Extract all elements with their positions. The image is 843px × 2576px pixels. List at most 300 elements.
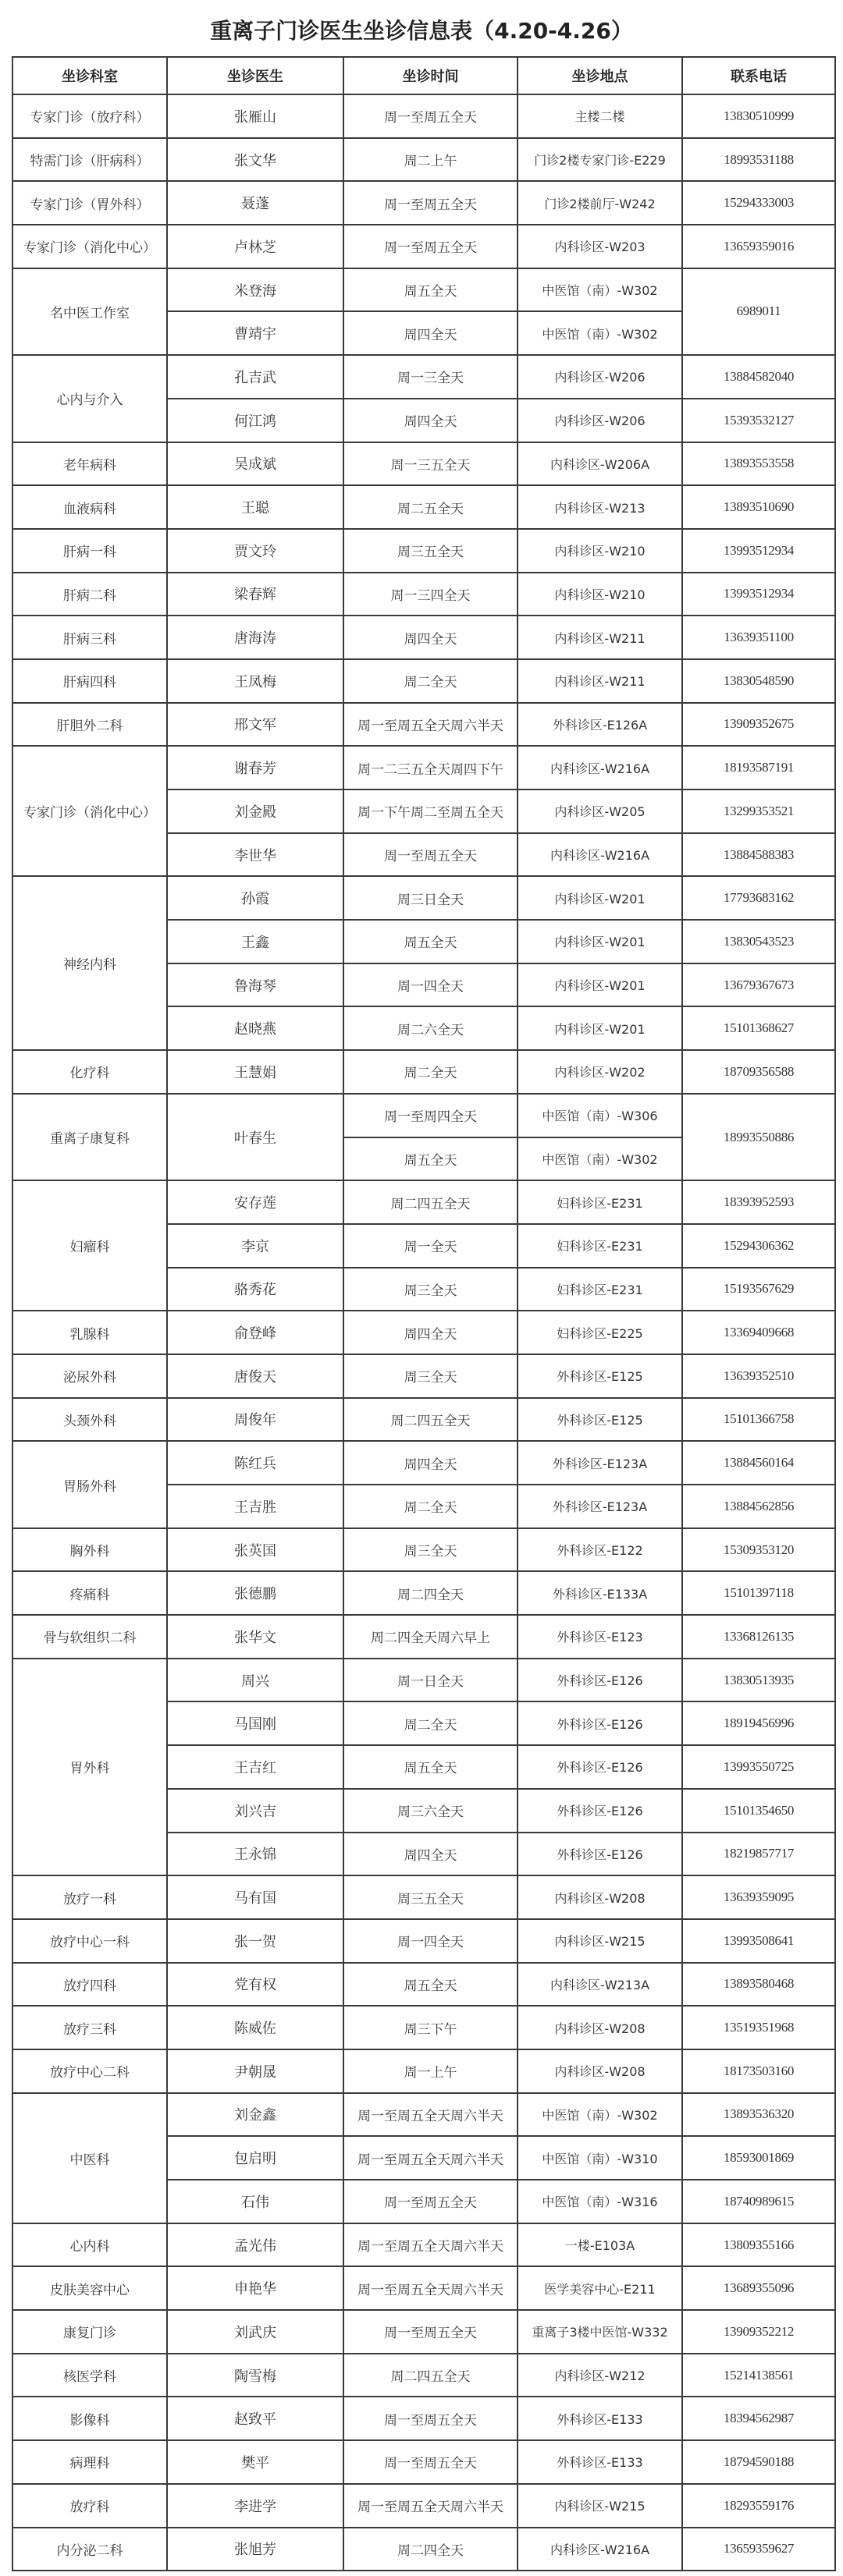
- location-cell: 内科诊区-W202: [518, 1050, 682, 1094]
- table-row: [12, 268, 835, 312]
- location-cell: 内科诊区-W208: [518, 1875, 682, 1919]
- time-cell: 周二四五全天: [343, 1398, 518, 1442]
- doctor-cell: 聂蓬: [167, 181, 343, 225]
- phone-cell: 18709356588: [682, 1050, 835, 1094]
- phone-cell: 13830543523: [682, 920, 835, 963]
- table-row: [12, 1441, 835, 1485]
- doctor-cell: 刘金鑫: [167, 2093, 343, 2137]
- phone-cell: 15101368627: [682, 1006, 835, 1050]
- location-cell: 内科诊区-W203: [518, 225, 682, 268]
- doctor-cell: 张英国: [167, 1528, 343, 1572]
- phone-cell: 13299353521: [682, 789, 835, 833]
- location-cell: 外科诊区-E126A: [518, 703, 682, 747]
- location-cell: 医学美容中心-E211: [518, 2266, 682, 2310]
- phone-cell: 6989011: [682, 268, 835, 355]
- department-cell: 专家门诊（消化中心）: [12, 225, 167, 268]
- phone-cell: 15101354650: [682, 1789, 835, 1833]
- department-cell: 泌尿外科: [12, 1354, 167, 1398]
- time-cell: 周一至周五全天: [343, 833, 518, 877]
- doctor-cell: 申艳华: [167, 2266, 343, 2310]
- table-row: [12, 485, 835, 529]
- doctor-cell: 唐俊天: [167, 1354, 343, 1398]
- time-cell: 周二四全天: [343, 2528, 518, 2571]
- location-cell: 内科诊区-W216A: [518, 2528, 682, 2571]
- department-cell: 乳腺科: [12, 1311, 167, 1354]
- doctor-cell: 陈威佐: [167, 2006, 343, 2049]
- time-cell: 周一至周五全天: [343, 2180, 518, 2223]
- phone-cell: 13679367673: [682, 963, 835, 1007]
- location-cell: 外科诊区-E133A: [518, 1571, 682, 1615]
- doctor-cell: 孙霞: [167, 876, 343, 920]
- doctor-cell: 樊平: [167, 2440, 343, 2484]
- location-cell: 内科诊区-W206A: [518, 442, 682, 486]
- location-cell: 外科诊区-E126: [518, 1833, 682, 1876]
- doctor-cell: 包启明: [167, 2136, 343, 2180]
- phone-cell: 18394562987: [682, 2397, 835, 2440]
- time-cell: 周三全天: [343, 1354, 518, 1398]
- department-cell: 专家门诊（消化中心）: [12, 746, 167, 876]
- doctor-cell: 张华文: [167, 1615, 343, 1659]
- location-cell: 中医馆（南）-W306: [518, 1094, 682, 1137]
- phone-cell: 13893536320: [682, 2093, 835, 2137]
- department-cell: 神经内科: [12, 876, 167, 1050]
- phone-cell: 13689355096: [682, 2266, 835, 2310]
- doctor-cell: 邢文军: [167, 703, 343, 747]
- department-cell: 康复门诊: [12, 2310, 167, 2354]
- table-row: [12, 703, 835, 747]
- time-cell: 周三五全天: [343, 529, 518, 573]
- location-cell: 外科诊区-E125: [518, 1398, 682, 1442]
- location-cell: 中医馆（南）-W302: [518, 2093, 682, 2137]
- department-cell: 骨与软组织二科: [12, 1615, 167, 1659]
- doctor-cell: 刘武庆: [167, 2310, 343, 2354]
- location-cell: 外科诊区-E133: [518, 2397, 682, 2440]
- doctor-cell: 何江鸿: [167, 399, 343, 442]
- phone-cell: 13884560164: [682, 1441, 835, 1485]
- time-cell: 周三全天: [343, 1528, 518, 1572]
- time-cell: 周一至周五全天: [343, 2310, 518, 2354]
- time-cell: 周一全天: [343, 1224, 518, 1268]
- phone-cell: 13893553558: [682, 442, 835, 486]
- time-cell: 周一至周五全天: [343, 2440, 518, 2484]
- phone-cell: 13830510999: [682, 94, 835, 138]
- department-cell: 老年病科: [12, 442, 167, 486]
- table-row: [12, 1571, 835, 1615]
- location-cell: 外科诊区-E122: [518, 1528, 682, 1572]
- doctor-cell: 俞登峰: [167, 1311, 343, 1354]
- location-cell: 外科诊区-E133: [518, 2440, 682, 2484]
- phone-cell: 13368126135: [682, 1615, 835, 1659]
- location-cell: 外科诊区-E126: [518, 1745, 682, 1789]
- phone-cell: 13639359095: [682, 1875, 835, 1919]
- location-cell: 内科诊区-W201: [518, 876, 682, 920]
- schedule-table: [12, 56, 836, 2571]
- phone-cell: 18740989615: [682, 2180, 835, 2223]
- time-cell: 周一至周五全天周六半天: [343, 2266, 518, 2310]
- time-cell: 周二上午: [343, 138, 518, 182]
- time-cell: 周一三五全天: [343, 442, 518, 486]
- phone-cell: 13809355166: [682, 2223, 835, 2267]
- table-row: [12, 2484, 835, 2528]
- table-row: [12, 1919, 835, 1963]
- location-cell: 主楼二楼: [518, 94, 682, 138]
- table-row: [12, 225, 835, 268]
- department-cell: 名中医工作室: [12, 268, 167, 355]
- location-cell: 一楼-E103A: [518, 2223, 682, 2267]
- doctor-cell: 陈红兵: [167, 1441, 343, 1485]
- location-cell: 门诊2楼前厅-W242: [518, 181, 682, 225]
- phone-cell: 15101366758: [682, 1398, 835, 1442]
- location-cell: 内科诊区-W201: [518, 920, 682, 963]
- location-cell: 内科诊区-W212: [518, 2354, 682, 2397]
- doctor-cell: 曹靖宇: [167, 311, 343, 355]
- phone-cell: 18919456996: [682, 1701, 835, 1745]
- phone-cell: 15294306362: [682, 1224, 835, 1268]
- doctor-cell: 王凤梅: [167, 659, 343, 703]
- doctor-cell: 王聪: [167, 485, 343, 529]
- time-cell: 周五全天: [343, 1745, 518, 1789]
- time-cell: 周二四五全天: [343, 2354, 518, 2397]
- time-cell: 周一至周五全天周六半天: [343, 2093, 518, 2137]
- location-cell: 内科诊区-W211: [518, 616, 682, 659]
- time-cell: 周一至周五全天周六半天: [343, 2484, 518, 2528]
- doctor-cell: 米登海: [167, 268, 343, 312]
- location-cell: 外科诊区-E123A: [518, 1441, 682, 1485]
- department-cell: 皮肤美容中心: [12, 2266, 167, 2310]
- location-cell: 重离子3楼中医馆-W332: [518, 2310, 682, 2354]
- header-department: 坐诊科室: [12, 57, 167, 94]
- doctor-cell: 鲁海琴: [167, 963, 343, 1007]
- header-time: 坐诊时间: [343, 57, 518, 94]
- location-cell: 内科诊区-W201: [518, 1006, 682, 1050]
- location-cell: 中医馆（南）-W302: [518, 268, 682, 312]
- location-cell: 内科诊区-W215: [518, 2484, 682, 2528]
- department-cell: 放疗一科: [12, 1875, 167, 1919]
- doctor-cell: 叶春生: [167, 1094, 343, 1180]
- table-row: [12, 1615, 835, 1659]
- header-phone: 联系电话: [682, 57, 835, 94]
- phone-cell: 13519351968: [682, 2006, 835, 2049]
- phone-cell: 13884582040: [682, 355, 835, 399]
- doctor-cell: 骆秀花: [167, 1268, 343, 1311]
- department-cell: 病理科: [12, 2440, 167, 2484]
- department-cell: 放疗三科: [12, 2006, 167, 2049]
- table-row: [12, 2354, 835, 2397]
- location-cell: 内科诊区-W205: [518, 789, 682, 833]
- department-cell: 影像科: [12, 2397, 167, 2440]
- location-cell: 妇科诊区-E231: [518, 1224, 682, 1268]
- time-cell: 周一上午: [343, 2049, 518, 2093]
- phone-cell: 13993512934: [682, 573, 835, 616]
- table-row: [12, 1180, 835, 1224]
- time-cell: 周一下午周二至周五全天: [343, 789, 518, 833]
- doctor-cell: 贾文玲: [167, 529, 343, 573]
- phone-cell: 13659359016: [682, 225, 835, 268]
- location-cell: 外科诊区-E126: [518, 1659, 682, 1702]
- doctor-cell: 安存莲: [167, 1180, 343, 1224]
- phone-cell: 18393952593: [682, 1180, 835, 1224]
- department-cell: 疼痛科: [12, 1571, 167, 1615]
- doctor-cell: 王吉胜: [167, 1485, 343, 1528]
- phone-cell: 17793683162: [682, 876, 835, 920]
- doctor-cell: 孔吉武: [167, 355, 343, 399]
- table-row: [12, 529, 835, 573]
- doctor-cell: 赵晓燕: [167, 1006, 343, 1050]
- time-cell: 周一至周四全天: [343, 1094, 518, 1137]
- phone-cell: 13884588383: [682, 833, 835, 877]
- phone-cell: 15309353120: [682, 1528, 835, 1572]
- location-cell: 内科诊区-W210: [518, 573, 682, 616]
- table-row: [12, 1354, 835, 1398]
- doctor-cell: 陶雪梅: [167, 2354, 343, 2397]
- department-cell: 胃肠外科: [12, 1441, 167, 1528]
- phone-cell: 13639352510: [682, 1354, 835, 1398]
- location-cell: 妇科诊区-E225: [518, 1311, 682, 1354]
- time-cell: 周一至周五全天周六半天: [343, 2136, 518, 2180]
- phone-cell: 13830548590: [682, 659, 835, 703]
- time-cell: 周四全天: [343, 1311, 518, 1354]
- table-row: [12, 2266, 835, 2310]
- table-row: [12, 1875, 835, 1919]
- location-cell: 妇科诊区-E231: [518, 1180, 682, 1224]
- table-body: [12, 94, 835, 2571]
- department-cell: 放疗四科: [12, 1963, 167, 2007]
- location-cell: 内科诊区-W206: [518, 399, 682, 442]
- doctor-cell: 吴成斌: [167, 442, 343, 486]
- time-cell: 周二四全天周六早上: [343, 1615, 518, 1659]
- doctor-cell: 马有国: [167, 1875, 343, 1919]
- table-row: [12, 746, 835, 789]
- phone-cell: 15294333003: [682, 181, 835, 225]
- location-cell: 外科诊区-E126: [518, 1701, 682, 1745]
- phone-cell: 15214138561: [682, 2354, 835, 2397]
- table-row: [12, 442, 835, 486]
- table-row: [12, 2049, 835, 2093]
- phone-cell: 13659359627: [682, 2528, 835, 2571]
- location-cell: 外科诊区-E123: [518, 1615, 682, 1659]
- time-cell: 周二五全天: [343, 485, 518, 529]
- department-cell: 内分泌二科: [12, 2528, 167, 2571]
- phone-cell: 18193587191: [682, 746, 835, 789]
- table-row: [12, 2006, 835, 2049]
- phone-cell: 13909352675: [682, 703, 835, 747]
- table-row: [12, 1311, 835, 1354]
- time-cell: 周一四全天: [343, 963, 518, 1007]
- location-cell: 外科诊区-E125: [518, 1354, 682, 1398]
- time-cell: 周二六全天: [343, 1006, 518, 1050]
- department-cell: 胃外科: [12, 1659, 167, 1875]
- page-title: 重离子门诊医生坐诊信息表（4.20-4.26）: [210, 18, 633, 44]
- phone-cell: 18993531188: [682, 138, 835, 182]
- table-row: [12, 2440, 835, 2484]
- time-cell: 周一至周五全天周六半天: [343, 703, 518, 747]
- location-cell: 内科诊区-W215: [518, 1919, 682, 1963]
- doctor-cell: 孟光伟: [167, 2223, 343, 2267]
- time-cell: 周一至周五全天: [343, 225, 518, 268]
- phone-cell: 13993512934: [682, 529, 835, 573]
- time-cell: 周四全天: [343, 399, 518, 442]
- doctor-cell: 周俊年: [167, 1398, 343, 1442]
- doctor-cell: 周兴: [167, 1659, 343, 1702]
- time-cell: 周一三全天: [343, 355, 518, 399]
- time-cell: 周一二三五全天周四下午: [343, 746, 518, 789]
- location-cell: 外科诊区-E123A: [518, 1485, 682, 1528]
- doctor-cell: 张文华: [167, 138, 343, 182]
- department-cell: 心内科: [12, 2223, 167, 2267]
- time-cell: 周五全天: [343, 268, 518, 312]
- time-cell: 周三下午: [343, 2006, 518, 2049]
- doctor-cell: 王慧娟: [167, 1050, 343, 1094]
- table-row: [12, 1050, 835, 1094]
- department-cell: 肝病三科: [12, 616, 167, 659]
- header-location: 坐诊地点: [518, 57, 682, 94]
- department-cell: 肝病四科: [12, 659, 167, 703]
- department-cell: 放疗中心二科: [12, 2049, 167, 2093]
- doctor-cell: 尹朝晟: [167, 2049, 343, 2093]
- time-cell: 周二四全天: [343, 1571, 518, 1615]
- table-row: [12, 573, 835, 616]
- table-row: [12, 2093, 835, 2137]
- department-cell: 妇瘤科: [12, 1180, 167, 1311]
- doctor-cell: 石伟: [167, 2180, 343, 2223]
- time-cell: 周二全天: [343, 1485, 518, 1528]
- table-header-row: [12, 57, 835, 94]
- department-cell: 重离子康复科: [12, 1094, 167, 1180]
- table-row: [12, 2223, 835, 2267]
- doctor-cell: 刘金殿: [167, 789, 343, 833]
- department-cell: 放疗科: [12, 2484, 167, 2528]
- table-row: [12, 355, 835, 399]
- location-cell: 内科诊区-W208: [518, 2049, 682, 2093]
- department-cell: 心内与介入: [12, 355, 167, 442]
- doctor-cell: 马国刚: [167, 1701, 343, 1745]
- table-row: [12, 876, 835, 920]
- doctor-cell: 唐海涛: [167, 616, 343, 659]
- table-row: [12, 1659, 835, 1702]
- doctor-cell: 梁春辉: [167, 573, 343, 616]
- doctor-cell: 王永锦: [167, 1833, 343, 1876]
- phone-cell: 18173503160: [682, 2049, 835, 2093]
- doctor-cell: 李世华: [167, 833, 343, 877]
- department-cell: 血液病科: [12, 485, 167, 529]
- phone-cell: 13830513935: [682, 1659, 835, 1702]
- location-cell: 外科诊区-E126: [518, 1789, 682, 1833]
- location-cell: 内科诊区-W201: [518, 963, 682, 1007]
- phone-cell: 15393532127: [682, 399, 835, 442]
- doctor-cell: 王鑫: [167, 920, 343, 963]
- table-row: [12, 1963, 835, 2007]
- time-cell: 周一日全天: [343, 1659, 518, 1702]
- location-cell: 内科诊区-W208: [518, 2006, 682, 2049]
- doctor-cell: 张德鹏: [167, 1571, 343, 1615]
- phone-cell: 15193567629: [682, 1268, 835, 1311]
- doctor-cell: 卢林芝: [167, 225, 343, 268]
- table-row: [12, 2528, 835, 2571]
- phone-cell: 13993508641: [682, 1919, 835, 1963]
- phone-cell: 18593001869: [682, 2136, 835, 2180]
- table-row: [12, 94, 835, 138]
- location-cell: 内科诊区-W216A: [518, 833, 682, 877]
- location-cell: 中医馆（南）-W302: [518, 311, 682, 355]
- location-cell: 门诊2楼专家门诊-E229: [518, 138, 682, 182]
- doctor-cell: 李进学: [167, 2484, 343, 2528]
- doctor-cell: 赵致平: [167, 2397, 343, 2440]
- time-cell: 周五全天: [343, 1137, 518, 1181]
- time-cell: 周五全天: [343, 920, 518, 963]
- department-cell: 放疗中心一科: [12, 1919, 167, 1963]
- department-cell: 核医学科: [12, 2354, 167, 2397]
- header-doctor: 坐诊医生: [167, 57, 343, 94]
- time-cell: 周一至周五全天: [343, 94, 518, 138]
- phone-cell: 13993550725: [682, 1745, 835, 1789]
- location-cell: 内科诊区-W216A: [518, 746, 682, 789]
- doctor-cell: 张旭芳: [167, 2528, 343, 2571]
- time-cell: 周一三四全天: [343, 573, 518, 616]
- doctor-cell: 谢春芳: [167, 746, 343, 789]
- department-cell: 肝病一科: [12, 529, 167, 573]
- time-cell: 周一至周五全天: [343, 181, 518, 225]
- phone-cell: 13639351100: [682, 616, 835, 659]
- phone-cell: 18293559176: [682, 2484, 835, 2528]
- phone-cell: 13369409668: [682, 1311, 835, 1354]
- phone-cell: 18794590188: [682, 2440, 835, 2484]
- time-cell: 周三六全天: [343, 1789, 518, 1833]
- doctor-cell: 党有权: [167, 1963, 343, 2007]
- location-cell: 内科诊区-W213: [518, 485, 682, 529]
- doctor-cell: 王吉红: [167, 1745, 343, 1789]
- location-cell: 内科诊区-W213A: [518, 1963, 682, 2007]
- time-cell: 周二四五全天: [343, 1180, 518, 1224]
- department-cell: 中医科: [12, 2093, 167, 2223]
- department-cell: 头颈外科: [12, 1398, 167, 1442]
- location-cell: 内科诊区-W206: [518, 355, 682, 399]
- doctor-cell: 李京: [167, 1224, 343, 1268]
- department-cell: 特需门诊（肝病科）: [12, 138, 167, 182]
- time-cell: 周三五全天: [343, 1875, 518, 1919]
- location-cell: 内科诊区-W210: [518, 529, 682, 573]
- phone-cell: 18993550886: [682, 1094, 835, 1180]
- table-row: [12, 138, 835, 182]
- table-row: [12, 2310, 835, 2354]
- table-row: [12, 1398, 835, 1442]
- table-row: [12, 181, 835, 225]
- doctor-cell: 张雁山: [167, 94, 343, 138]
- table-row: [12, 1528, 835, 1572]
- time-cell: 周四全天: [343, 311, 518, 355]
- department-cell: 肝病二科: [12, 573, 167, 616]
- location-cell: 中医馆（南）-W316: [518, 2180, 682, 2223]
- phone-cell: 13893580468: [682, 1963, 835, 2007]
- time-cell: 周四全天: [343, 1441, 518, 1485]
- department-cell: 专家门诊（放疗科）: [12, 94, 167, 138]
- time-cell: 周四全天: [343, 616, 518, 659]
- time-cell: 周二全天: [343, 659, 518, 703]
- table-row: [12, 2397, 835, 2440]
- phone-cell: 13884562856: [682, 1485, 835, 1528]
- table-row: [12, 616, 835, 659]
- phone-cell: 13909352212: [682, 2310, 835, 2354]
- time-cell: 周三全天: [343, 1268, 518, 1311]
- doctor-cell: 刘兴吉: [167, 1789, 343, 1833]
- phone-cell: 18219857717: [682, 1833, 835, 1876]
- time-cell: 周一至周五全天: [343, 2397, 518, 2440]
- phone-cell: 13893510690: [682, 485, 835, 529]
- time-cell: 周二全天: [343, 1701, 518, 1745]
- time-cell: 周四全天: [343, 1833, 518, 1876]
- time-cell: 周三日全天: [343, 876, 518, 920]
- time-cell: 周一至周五全天周六半天: [343, 2223, 518, 2267]
- time-cell: 周二全天: [343, 1050, 518, 1094]
